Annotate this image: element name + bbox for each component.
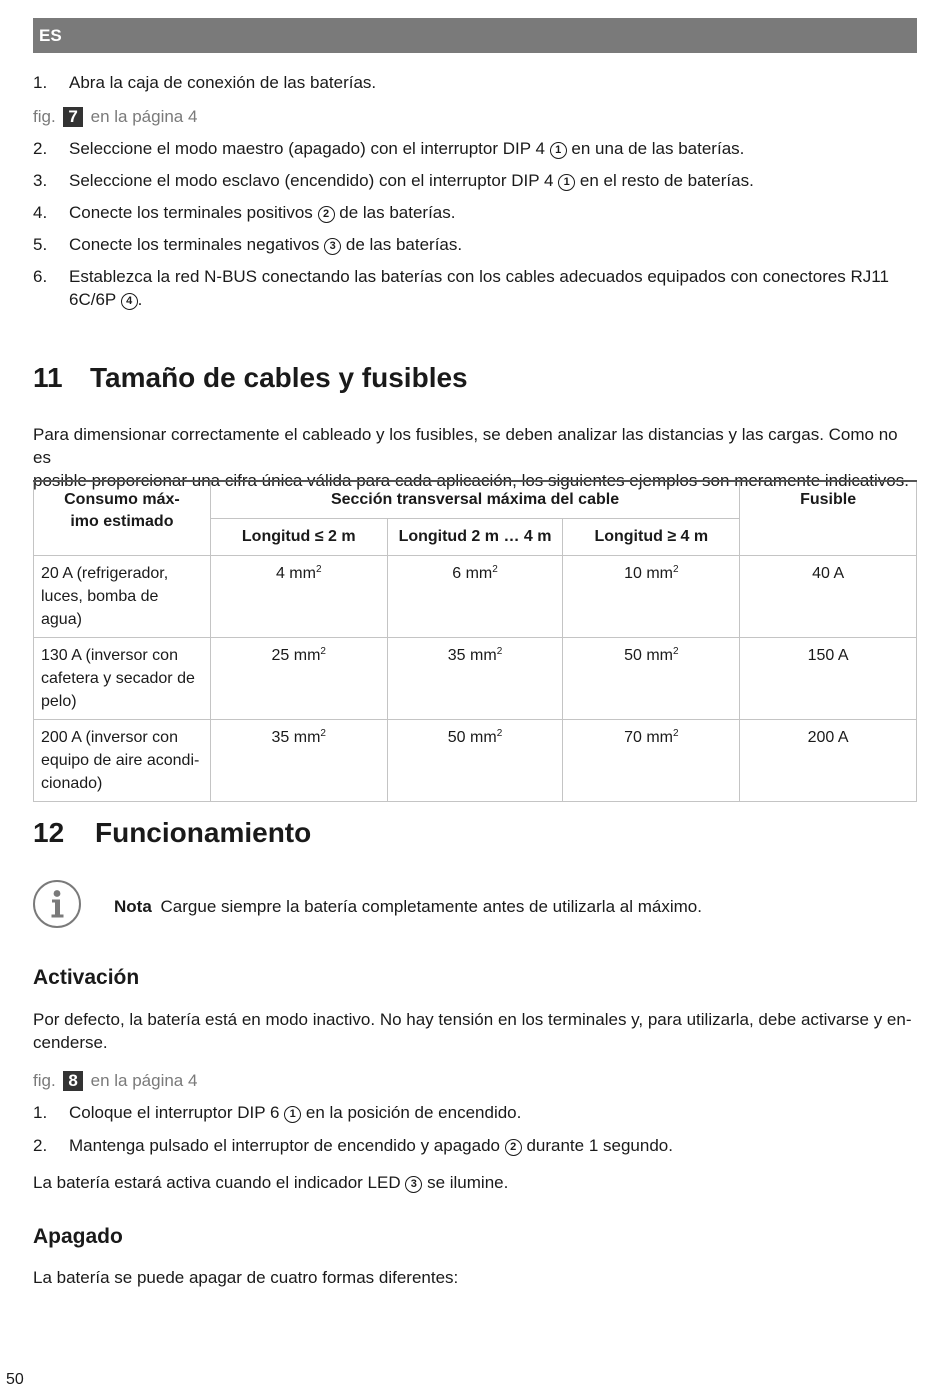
step-text: [69, 201, 917, 224]
figure-reference[interactable]: [33, 1069, 197, 1092]
paragraph: La batería se puede apagar de cuatro formas diferentes:: [33, 1268, 459, 1287]
header-seccion: Sección transversal máxima del cable: [210, 481, 739, 519]
cell-unit: mm: [293, 729, 321, 746]
header-text: ≤ 2 m: [310, 528, 356, 545]
result-paragraph: [33, 1171, 917, 1194]
header-longitud-mid: [387, 519, 563, 556]
cell-consumo: [34, 638, 211, 720]
cell-section: [387, 720, 563, 802]
step-number: 2.: [33, 1136, 48, 1155]
section-heading: [33, 816, 311, 850]
callout-number: 1: [558, 174, 575, 191]
language-tag: ES: [39, 26, 62, 45]
cell-text: 130 A (inversor con: [41, 647, 178, 664]
paragraph-part: La batería estará activa cuando el indicador LED: [33, 1173, 406, 1192]
step-number: 6.: [33, 267, 48, 286]
step-text-part: .: [137, 290, 143, 309]
step-text-part: de las baterías.: [341, 235, 463, 254]
step-text: [69, 137, 917, 160]
step-text-part: en el resto de baterías.: [575, 171, 754, 190]
cell-section: [387, 638, 563, 720]
step-text-part: Establezca la red N-BUS conectando las baterías con los cables adecuados equipados con conectores RJ11: [69, 267, 889, 286]
header-text: ≥ 4 m: [662, 528, 709, 545]
cell-fusible: 150 A: [740, 638, 917, 720]
step-text: [69, 1134, 917, 1157]
cell-fusible: 40 A: [740, 556, 917, 638]
callout-number: 1: [550, 142, 567, 159]
note: [114, 895, 702, 918]
step-number: 2.: [33, 139, 48, 158]
cell-unit-exp: 2: [320, 728, 326, 739]
cell-text: equipo de aire acondi-: [41, 752, 200, 769]
info-icon: [33, 880, 81, 928]
cell-unit-exp: 2: [496, 728, 503, 739]
step-number: 1.: [33, 73, 48, 92]
step-text: [69, 265, 917, 311]
cable-fuse-table: [33, 480, 917, 802]
cell-text: pelo): [41, 693, 77, 710]
section-number: 11: [33, 362, 63, 393]
cell-section: [210, 556, 387, 638]
section-title: Tamaño de cables y fusibles: [90, 362, 468, 393]
step-text-part: Conecte los terminales positivos: [69, 203, 318, 222]
cell-unit: mm: [646, 729, 673, 746]
header-consumo: [34, 481, 211, 556]
header-fusible: Fusible: [740, 481, 917, 556]
step-text-part: 6C/6P: [69, 290, 121, 309]
cell-unit: mm: [470, 647, 497, 664]
header-text: Longitud: [398, 528, 467, 545]
callout-number: 3: [324, 238, 341, 255]
cell-value: 10: [624, 565, 642, 582]
section-title: Funcionamiento: [95, 817, 312, 848]
section-number: 12: [33, 817, 65, 848]
cell-value: 4: [275, 565, 285, 582]
cell-value: 50: [624, 647, 642, 664]
list-item: [33, 265, 917, 311]
header-longitud-short: [210, 519, 387, 556]
cell-section: [210, 720, 387, 802]
paragraph-line: posible proporcionar una cifra única válida para cada aplicación, los siguientes ejemplos son meramente indicativos.: [33, 471, 909, 490]
cell-unit: mm: [646, 647, 673, 664]
subsection-title: Activación: [33, 966, 140, 989]
step-text-part: Conecte los terminales negativos: [69, 235, 325, 254]
header-text: …: [503, 528, 520, 545]
cell-unit-exp: 2: [492, 564, 498, 575]
callout-number: 3: [405, 1176, 422, 1193]
step-number: 4.: [33, 203, 48, 222]
cell-section: [563, 556, 740, 638]
paragraph-part: se ilumine.: [422, 1173, 509, 1192]
header-text: Consumo máx-: [64, 491, 180, 508]
table-row: [34, 556, 917, 638]
step-number: 3.: [33, 171, 48, 190]
step-text-part: de las baterías.: [334, 203, 456, 222]
callout-number: 4: [121, 293, 138, 310]
cell-value: 35: [271, 729, 290, 746]
step-text-part: Coloque el interruptor DIP 6: [69, 1103, 285, 1122]
cell-unit-exp: 2: [672, 728, 679, 739]
cell-section: [563, 720, 740, 802]
cell-unit-exp: 2: [672, 646, 679, 657]
callout-number: 2: [318, 206, 335, 223]
step-number: 1.: [33, 1103, 48, 1122]
table-row: [34, 638, 917, 720]
header-text: 2 m: [466, 528, 504, 545]
step-text-part: Seleccione el modo maestro (apagado) con el interruptor DIP 4: [69, 139, 550, 158]
cell-text: 20 A (refrigerador,: [41, 565, 169, 582]
header-text: 4 m: [519, 528, 552, 545]
cell-value: 6: [452, 565, 462, 582]
paragraph-line: Para dimensionar correctamente el cableado y los fusibles, se deben analizar las distancias y las cargas. Como no es: [33, 425, 898, 467]
cell-section: [210, 638, 387, 720]
paragraph-line: Por defecto, la batería está en modo inactivo. No hay tensión en los terminales y, para utilizarla, debe activarse y en-: [33, 1010, 912, 1029]
fig-prefix: fig.: [33, 107, 56, 126]
cell-section: [563, 638, 740, 720]
cell-value: 50: [447, 729, 466, 746]
step-text-part: Seleccione el modo esclavo (encendido) con el interruptor DIP 4: [69, 171, 559, 190]
step-text-part: Mantenga pulsado el interruptor de encendido y apagado: [69, 1136, 505, 1155]
cell-unit: mm: [465, 565, 493, 582]
section-heading: [33, 361, 468, 395]
note-text: Cargue siempre la batería completamente antes de utilizarla al máximo.: [160, 897, 702, 916]
step-text: Abra la caja de conexión de las baterías.: [69, 73, 377, 92]
language-tag-bar: [33, 18, 917, 53]
cell-text: luces, bomba de agua): [41, 588, 159, 628]
cell-value: 70: [624, 729, 642, 746]
header-text: Longitud: [594, 528, 663, 545]
cell-unit-exp: 2: [315, 564, 322, 575]
table-row: [34, 720, 917, 802]
subsection-title: Apagado: [33, 1225, 123, 1248]
header-text: Longitud: [241, 528, 311, 545]
figure-reference[interactable]: [33, 105, 197, 128]
page-number: 50: [6, 1371, 24, 1388]
cell-unit: mm: [646, 565, 673, 582]
cell-unit: mm: [289, 565, 316, 582]
header-text: imo estimado: [70, 513, 174, 530]
step-text-part: en una de las baterías.: [566, 139, 745, 158]
step-text: [69, 1101, 917, 1124]
step-text: [69, 233, 917, 256]
fig-number-badge: 8: [63, 1071, 82, 1091]
note-label: Nota: [114, 897, 152, 916]
cell-consumo: [34, 556, 211, 638]
cell-text: cionado): [41, 775, 103, 792]
cell-unit-exp: 2: [320, 646, 326, 657]
cell-unit-exp: 2: [496, 646, 503, 657]
fig-page-ref: en la página 4: [90, 107, 198, 126]
fig-page-ref: en la página 4: [90, 1071, 198, 1090]
cell-value: 25: [271, 647, 290, 664]
step-number: 5.: [33, 235, 48, 254]
paragraph: [33, 1008, 917, 1054]
step-text-part: en la posición de encendido.: [301, 1103, 522, 1122]
cell-text: 200 A (inversor con: [41, 729, 178, 746]
cell-unit: mm: [470, 729, 497, 746]
callout-number: 1: [284, 1106, 301, 1123]
fig-prefix: fig.: [33, 1071, 56, 1090]
cell-section: [387, 556, 563, 638]
step-text: [69, 169, 917, 192]
header-longitud-long: [563, 519, 740, 556]
cell-unit: mm: [293, 647, 321, 664]
cell-text: cafetera y secador de: [41, 670, 195, 687]
cell-consumo: [34, 720, 211, 802]
cell-unit-exp: 2: [672, 564, 679, 575]
callout-number: 2: [505, 1139, 522, 1156]
step-text-part: durante 1 segundo.: [521, 1136, 673, 1155]
cell-value: 35: [447, 647, 466, 664]
fig-number-badge: 7: [63, 107, 82, 127]
cell-fusible: 200 A: [740, 720, 917, 802]
paragraph-line: cenderse.: [33, 1033, 108, 1052]
